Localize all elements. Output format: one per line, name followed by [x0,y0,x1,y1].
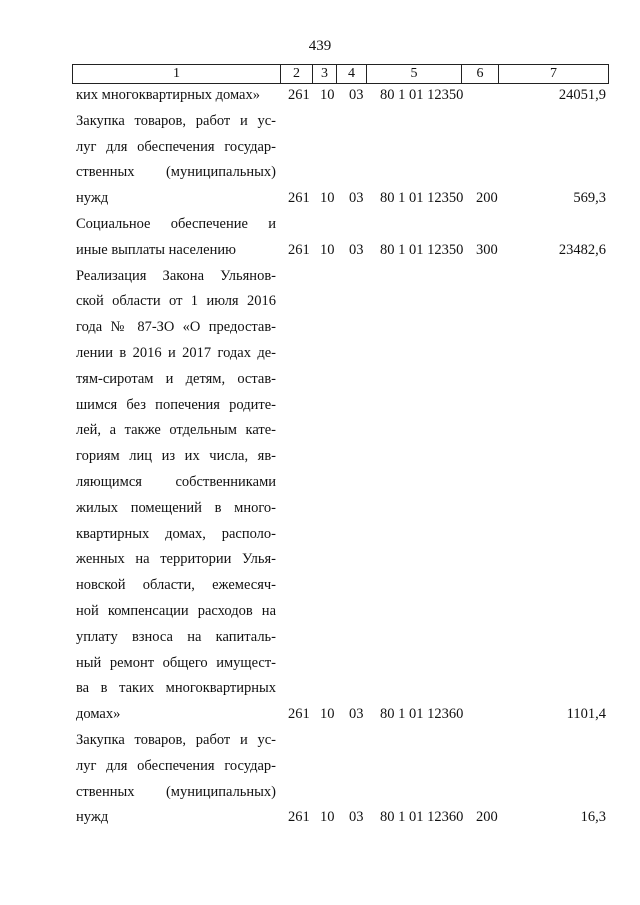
page-number: 439 [308,38,332,54]
cell-col-5: 80 1 01 12350 [380,190,464,207]
cell-col-2: 261 [288,241,310,258]
cell-col-3: 10 [320,87,335,103]
cell-col-7: 569,3 [573,190,606,207]
cell-col-4: 03 [349,241,364,258]
cell-col-4: 03 [349,809,364,826]
row-description-line: ной компенсации расходов на [76,603,276,619]
row-description-line: луг для обеспечения государ- [76,757,276,774]
cell-col-7: 24051,9 [558,87,606,103]
row-description-line: лении в 2016 и 2017 годах де- [76,345,276,361]
row-description-line: нужд [76,809,109,826]
row-description-line: новской области, ежемесяч- [76,577,276,594]
cell-col-7: 1101,4 [566,706,606,723]
row-description-line: ва в таких многоквартирных [76,680,276,697]
cell-col-5: 80 1 01 12350 [380,87,464,103]
row-description-line: Закупка товаров, работ и ус- [76,732,276,748]
cell-col-3: 10 [320,190,335,207]
cell-col-3: 10 [320,241,335,258]
cell-col-5: 80 1 01 12350 [380,241,464,258]
row-description-line: Социальное обеспечение и [76,216,276,232]
row-description-line: иные выплаты населению [76,241,236,258]
cell-col-7: 16,3 [580,809,606,826]
cell-col-6: 200 [476,809,498,826]
row-description-line: квартирных домах, располо- [76,525,276,542]
cell-col-3: 10 [320,706,335,723]
cell-col-3: 10 [320,809,335,826]
header-col-6: 6 [462,65,499,83]
header-col-4: 4 [337,65,367,83]
row-description-line: Реализация Закона Ульянов- [76,267,276,284]
row-description-line: луг для обеспечения государ- [76,138,276,155]
row-description-line: уплату взноса на капиталь- [76,628,276,645]
row-description-line: ской области от 1 июля 2016 [76,293,276,310]
cell-col-7: 23482,6 [558,241,606,258]
row-description-line: ственных (муниципальных) [76,164,276,181]
row-description-line: шимся без попечения родите- [76,396,276,413]
cell-col-2: 261 [288,87,310,103]
row-description-line: Закупка товаров, работ и ус- [76,112,276,129]
row-description-line: ляющимся собственниками [76,474,276,490]
header-col-2: 2 [281,65,313,83]
row-description-line: тям-сиротам и детям, остав- [76,370,276,387]
header-col-7: 7 [550,66,557,81]
cell-col-5: 80 1 01 12360 [380,706,464,723]
row-description-line: ственных (муниципальных) [76,783,276,800]
header-col-5: 5 [367,65,462,83]
row-description-line: домах» [76,706,121,723]
row-description-line: женных на территории Улья- [76,551,276,568]
cell-col-2: 261 [288,190,310,207]
cell-col-5: 80 1 01 12360 [380,809,464,826]
cell-col-2: 261 [288,809,310,826]
cell-col-6: 200 [476,190,498,207]
header-col-3: 3 [313,65,337,83]
row-description-line: нужд [76,190,109,207]
row-description-line: ный ремонт общего имущест- [76,654,276,671]
header-col-1: 1 [73,65,281,83]
row-description-line: лей, а также отдельным кате- [76,422,276,439]
cell-col-4: 03 [349,87,364,103]
row-description-line: года № 87-ЗО «О предостав- [76,319,276,336]
cell-col-2: 261 [288,706,310,723]
row-description-line: ких многоквартирных домах» [76,87,260,103]
row-description-line: гориям лиц из их числа, яв- [76,448,276,465]
cell-col-4: 03 [349,706,364,723]
cell-col-4: 03 [349,190,364,207]
table-header [72,64,609,84]
cell-col-6: 300 [476,241,498,258]
row-description-line: жилых помещений в много- [76,499,276,516]
